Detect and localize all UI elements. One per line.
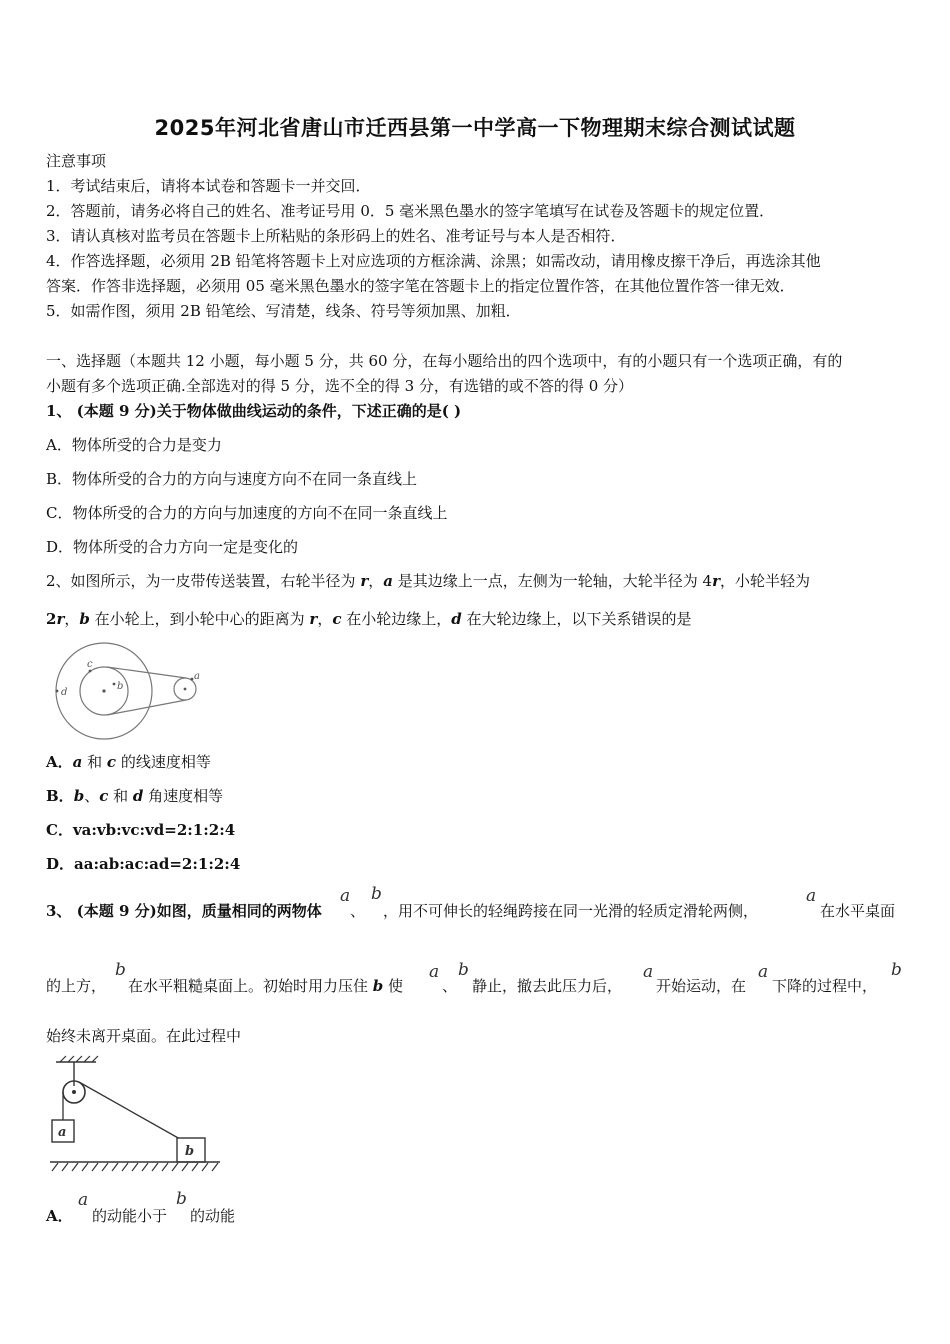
q3-line1-b: 、	[350, 902, 366, 920]
q2-opt-a-v2: c	[106, 753, 117, 771]
q2-option-c	[46, 820, 235, 840]
label-b: b	[117, 681, 124, 692]
q3-letter-a3: a	[429, 962, 440, 982]
table-hatch	[52, 1163, 218, 1171]
q2-belt-figure	[52, 638, 212, 744]
q2-opt-c-text: va:vb:vc:vd=2:1:2:4	[72, 821, 236, 839]
label-c: c	[87, 659, 93, 670]
q3-letter-b1: b	[371, 884, 382, 904]
q2-option-a	[46, 752, 211, 772]
q3-option-a-text2: 的动能	[190, 1207, 236, 1225]
q2-var-d: d	[451, 610, 462, 628]
label-a: a	[194, 671, 200, 682]
q2-var-a: a	[383, 572, 393, 590]
q3-line2-b-t2: 使	[383, 977, 404, 995]
q2-opt-a-t2: 的线速度相等	[116, 753, 211, 771]
q3-letter-b4: b	[891, 960, 902, 980]
q2-var-b: b	[79, 610, 90, 628]
notice-item-4: 4．作答选择题，必须用 2B 铅笔将答题卡上对应选项的方框涂满、涂黑；如需改动，请用橡皮擦干净后，再选涂其他	[46, 252, 821, 270]
point-a-dot	[191, 678, 194, 681]
q3-letter-a2: a	[806, 886, 817, 906]
q3-opt-a-letter-b: b	[176, 1189, 187, 1209]
q2-opt-c-prefix: C．	[46, 821, 73, 839]
q1-option-b-text: B．物体所受的合力的方向与速度方向不在同一条直线上	[46, 470, 418, 488]
notice-item-5: 5．如需作图，须用 2B 铅笔绘、写清楚，线条、符号等须加黑、加粗．	[46, 302, 521, 320]
q3-letter-b2: b	[115, 960, 126, 980]
q2-opt-d-text: aa:ab:ac:ad=2:1:2:4	[74, 855, 241, 873]
right-center-dot	[184, 688, 187, 691]
q2-stem2-t4: ，	[317, 610, 333, 628]
q3-line2-d: 静止，撤去此压力后，	[472, 977, 623, 995]
q2-var-c: c	[332, 610, 342, 628]
rope-to-b	[79, 1082, 180, 1139]
q2-option-d	[46, 854, 240, 874]
q2-opt-b-v1: b	[73, 787, 85, 805]
q2-opt-b-t2: 和	[108, 787, 133, 805]
notice-item-2: 2．答题前，请务必将自己的姓名、准考证号用 0．5 毫米黑色墨水的签字笔填写在试卷及答题卡的规定位置．	[46, 202, 775, 220]
center-dot	[102, 689, 105, 692]
q1-option-d	[46, 537, 298, 557]
q1-option-b	[46, 469, 417, 489]
q2-stem1-t4: ，小轮半轻为	[719, 572, 810, 590]
q1-option-c	[46, 503, 447, 523]
section-heading-cont: 小题有多个选项正确.全部选对的得 5 分，选不全的得 3 分，有选错的或不答的得 0 分）	[46, 377, 634, 395]
q3-opt-a-letter-a: a	[78, 1190, 89, 1210]
q3-line1-d: 在水平桌面	[820, 902, 896, 920]
point-c-dot	[89, 670, 92, 673]
q3-line2-f: 下降的过程中，	[772, 977, 878, 995]
q3-line2-e: 开始运动，在	[656, 977, 747, 995]
q3-line2-c: 、	[442, 977, 458, 995]
q3-line3: 始终未离开桌面。在此过程中	[46, 1027, 242, 1045]
q2-var-r2: r	[712, 572, 720, 590]
q2-stem2-t6: 在大轮边缘上，以下关系错误的是	[461, 610, 692, 628]
q2-stem-line2	[46, 609, 692, 629]
q2-opt-b-t1: 、	[84, 787, 100, 805]
q2-stem-line1	[46, 571, 810, 591]
q1-option-d-text: D．物体所受的合力方向一定是变化的	[46, 538, 299, 556]
q2-stem1-t1: 2、如图所示，为一皮带传送装置，右轮半径为	[46, 572, 361, 590]
q3-line2-a: 的上方，	[46, 977, 107, 995]
q2-var-r3: r	[56, 610, 65, 628]
notice-item-4-cont: 答案．作答非选择题，必须用 05 毫米黑色墨水的签字笔在答题卡上的指定位置作答，在其他位置作答一律无效．	[46, 277, 795, 295]
notice-item-3: 3．请认真核对监考员在答题卡上所粘贴的条形码上的姓名、准考证号与本人是否相符．	[46, 227, 626, 245]
q3-letter-b3: b	[458, 960, 469, 980]
notice-item-1: 1．考试结束后，请将本试卷和答题卡一并交回．	[46, 177, 371, 195]
q3-letter-a1: a	[340, 886, 351, 906]
q3-option-a-prefix: A．	[46, 1207, 73, 1225]
q2-stem2-t5: 在小轮边缘上，	[341, 610, 452, 628]
q2-opt-b-t3: 角速度相等	[143, 787, 224, 805]
q2-var-r: r	[360, 572, 369, 590]
q2-stem1-t2: ，	[368, 572, 384, 590]
q3-line2-b	[128, 976, 403, 996]
label-d: d	[61, 687, 68, 698]
point-d-dot	[56, 690, 59, 693]
q3-letter-a5: a	[758, 962, 769, 982]
q3-line1-c: ，用不可伸长的轻绳跨接在同一光滑的轻质定滑轮两侧，	[383, 902, 759, 920]
point-b-dot	[113, 683, 116, 686]
q2-stem2-t1: 2	[46, 610, 57, 628]
block-b-label: b	[185, 1144, 195, 1159]
q3-option-a-text1: 的动能小于	[92, 1207, 168, 1225]
q2-opt-a-t1: 和	[82, 753, 107, 771]
section-heading: 一、选择题（本题共 12 小题，每小题 5 分，共 60 分，在每小题给出的四个选项中，有的小题只有一个选项正确，有的	[46, 352, 843, 370]
q2-stem1-t3: 是其边缘上一点，左侧为一轮轴，大轮半径为 4	[392, 572, 713, 590]
q3-letter-a4: a	[643, 962, 654, 982]
q3-line2-b-t1: 在水平粗糙桌面上。初始时用力压住	[128, 977, 373, 995]
q2-stem2-t3: 在小轮上，到小轮中心的距离为	[89, 610, 310, 628]
pulley-axle	[72, 1090, 76, 1094]
q2-stem2-t2: ，	[64, 610, 80, 628]
q1-option-a-text: A．物体所受的合力是变力	[46, 436, 222, 454]
q3-pulley-figure	[46, 1054, 226, 1176]
q2-opt-a-prefix: A．	[46, 753, 73, 771]
q3-line1-a: 3、 (本题 9 分)如图，质量相同的两物体	[46, 902, 322, 920]
q2-opt-a-v1: a	[72, 753, 83, 771]
q2-option-b	[46, 786, 223, 806]
q1-stem: 1、 (本题 9 分)关于物体做曲线运动的条件，下述正确的是( )	[46, 402, 462, 420]
q2-var-r4: r	[309, 610, 318, 628]
ceiling-hatch	[60, 1056, 98, 1062]
q1-option-c-text: C．物体所受的合力的方向与加速度的方向不在同一条直线上	[46, 504, 448, 522]
notice-heading: 注意事项	[46, 152, 107, 170]
q2-opt-d-prefix: D．	[46, 855, 75, 873]
q3-line2-b-v: b	[372, 977, 384, 995]
block-a-label: a	[58, 1125, 67, 1140]
q2-opt-b-v3: d	[132, 787, 144, 805]
q1-option-a	[46, 435, 222, 455]
q2-opt-b-prefix: B．	[46, 787, 74, 805]
q2-opt-b-v2: c	[99, 787, 109, 805]
page-title: 2025年河北省唐山市迁西县第一中学高一下物理期末综合测试试题	[154, 116, 796, 140]
